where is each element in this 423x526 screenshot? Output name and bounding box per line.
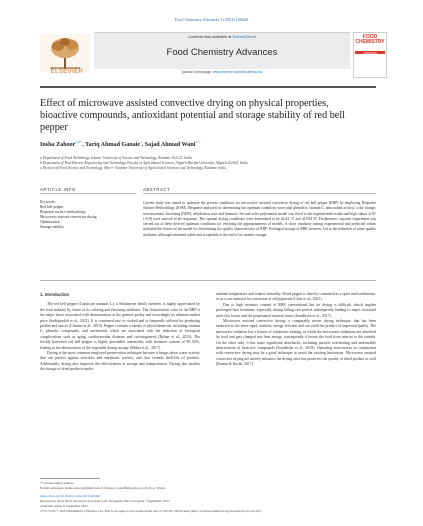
publisher-name: ELSEVIER bbox=[50, 68, 84, 75]
right-column bbox=[216, 292, 376, 368]
article-title: Effect of microwave assisted convective drying on physical properties, bioactive compounds, antioxidant potential and storage stability of red bell pepper bbox=[40, 98, 345, 133]
body-paragraph: Due to high moisture content of RBP, conventional hot air drying is difficult, which implies prolonged heat treatment, especially during falling rate period, subsequently leading to major structural and color losses and the perpetuated nutrient losses (Sandhisha et al., 2017). bbox=[216, 302, 376, 318]
author-2[interactable]: Tariq Ahmad Ganaie$^a$ bbox=[85, 140, 142, 149]
abstract-heading: ABSTRACT bbox=[143, 187, 171, 192]
abstract-rule bbox=[143, 193, 376, 194]
journal-cover bbox=[353, 32, 387, 78]
elsevier-tree-logo bbox=[40, 34, 90, 72]
keywords-label: Keywords: bbox=[40, 200, 56, 204]
body-paragraph: The red bell pepper (Capsicum annuum L.), a Solanaceae family member, is highly appreciated by the food industry by virtue of its coloring and flavoring attributes. The characteristic color of the RBP is the major factor associated with determination of the general quality and accordingly its ultimate market price (Sadiqizadeh et al., 2021). It is consumed raw or cooked and is frequently utilized for producing pickles and sauces (Cheema et al., 2019). Pepper contains a variety of phytochemicals, including vitamin C, phenolic compounds, and carotenoids which are associated with the reduction of biological complications such as aging, cardiovascular diseases and carcinogenesis (Ryhan et al., 2023). The freshly harvested red bell pepper is highly perishable commodity with moisture content of 90–92%, leading to the deterioration of the vegetable during storage (Mehta et al., 2017). bbox=[40, 302, 200, 350]
email-line: E-mail addresses: insha.zahoor@gmail.com (I. Zahoor), sajad89@outlook.com (S.A. Wani). bbox=[40, 486, 166, 490]
keyword-item: Storage stability bbox=[40, 225, 65, 229]
author-list: Insha Zahoor$^{a,b,*}$, Tariq Ahmad Ganaie$^a$, Sajad Ahmad Wani$^{a,*}$ bbox=[40, 140, 200, 149]
doi-link[interactable]: https://doi.org/10.1016/j.focha.2023.100440 bbox=[40, 494, 100, 498]
keyword-item: Optimization bbox=[40, 220, 60, 224]
cover-subtitle: ADVANCES bbox=[363, 52, 377, 55]
sciencedirect-link[interactable]: ScienceDirect bbox=[232, 35, 256, 39]
footnote-rule bbox=[40, 478, 100, 479]
body-paragraph: Microwave assisted convective drying; a comparably newer drying technique, that has been endorsed as the more rapid, uniform, energy efficient and can yield the product of improved quality. The microwave radiation has a feature of volumetric heating, in which the microwave radiations are absorbed by food and gets changed into heat energy, consequently it boosts the food from interior to the outside. On the other side, it has some significant drawbacks, including particle overheating and undesirable deterioration of bioactive compounds (Soudhisha et al., 2019). Operating microwaves in conjunction with convective drying may be a good technique to avoid the existing limitations. Microwave assisted convective drying not merely enhances the drying rates but preserves the quality of dried product as well (Kumar & Kaslis, 2017). bbox=[216, 319, 376, 367]
journal-header bbox=[40, 32, 385, 77]
abstract-text: Current study was aimed to optimize the process conditions for microwave assisted convective drying of red bell pepper (RBP) by employing Response Surface Methodology (RSM). Response analyzed for determining the optimum conditions were total phenolics, vitamin C, antioxidant activity, color change, non-enzymatic browning (NEB), rehydration ratio and firmness. Second order polynomial model was fitted to the experimental results and high values of R² (~0.9) were noticed in all responses. The optimal drying conditions were determined to be 62.44 °C and 418.84 W. Furthermore, separate experiment was carried out at these derived optimum conditions for verifying the appropriateness of models. A close similarity among experimental and predicted values indicated the fitness of the model for determining the quality characteristics of RBP. Prolonged storage of RBP, however, led to the reduction of some quality attributes, although remained stable and acceptable at the end of six months storage. bbox=[143, 201, 376, 237]
body-paragraph: Drying is the most common employed preservation technique because it brings down water activity that can protect against microbes and enzymatic activity, and thus extends shelf-life of produce. Additionally, drying also improves the effectiveness of storage and transportation. Drying also enables the storage of dried products under bbox=[40, 351, 200, 372]
header-divider bbox=[40, 86, 376, 88]
body-paragraph: ambient temperature and relative humidity. Dried pepper is directly consumed as a spice and condiments, or as a raw material for extraction of red pigments (Chen et al., 2021). bbox=[216, 292, 377, 302]
author-3[interactable]: Sajad Ahmad Wani$^{a,*}$ bbox=[144, 140, 200, 149]
abstract-end-rule bbox=[40, 280, 376, 281]
intro-heading: 1. Introduction bbox=[40, 292, 70, 297]
cover-title: FOOD CHEMISTRY bbox=[355, 34, 385, 46]
author-1[interactable]: Insha Zahoor$^{a,b,*}$ bbox=[40, 140, 83, 149]
keyword-item: Red bell pepper bbox=[40, 205, 64, 209]
article-info-rule bbox=[40, 193, 136, 194]
license-line: 2772-753X/© 2023 Published by Elsevier Ltd. This is an open access article under the CC BY-NC-ND license (http://creativecommons.org/licenses/by-nc-nd/4.0/). bbox=[40, 509, 263, 513]
available-online: Available online 9 September 2023 bbox=[40, 504, 88, 508]
journal-homepage: journal homepage: www.elsevier.com/locate/focha bbox=[182, 70, 262, 74]
corresponding-note: * Corresponding authors. bbox=[40, 481, 75, 485]
contents-line: Contents lists available at ScienceDirect bbox=[188, 35, 256, 39]
left-column bbox=[40, 292, 200, 373]
homepage-link[interactable]: www.elsevier.com/locate/focha bbox=[212, 70, 262, 74]
affiliation-b: b Department of Post-Harvest Engineering and Technology, Faculty of Agricultural Sciences, Aligarh Muslim University, Aligarh 202002, India bbox=[40, 161, 248, 165]
journal-banner bbox=[94, 32, 350, 69]
journal-reference[interactable]: Food Chemistry Advances 3 (2023) 100440 bbox=[174, 17, 249, 22]
received-dates: Received in April 2023; Received in revised form 16 August 2023; Accepted 7 September 2023 bbox=[40, 499, 170, 503]
keyword-item: Microwave assisted convective drying bbox=[40, 215, 97, 219]
affiliation-a: a Department of Food Technology, Islamic University of Science and Technology, Kashmir 192122, India bbox=[40, 156, 192, 160]
affiliation-c: c Division of Food Science and Technology, Sher-e- Kashmir University of Agricultural Sciences and Technology, Kashmir, India bbox=[40, 166, 226, 170]
journal-title: Food Chemistry Advances bbox=[166, 47, 278, 58]
keyword-item: Response surface methodology bbox=[40, 210, 87, 214]
article-info-heading: ARTICLE INFO bbox=[40, 187, 76, 192]
